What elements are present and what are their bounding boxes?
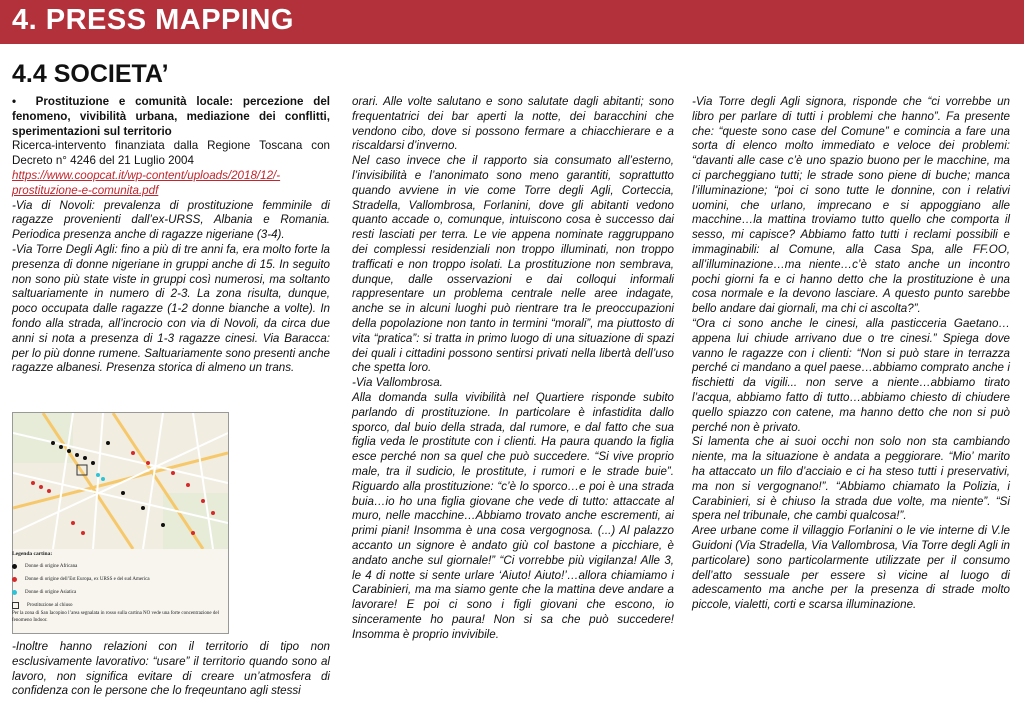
red-dot-icon <box>12 577 17 582</box>
study-title: Prostituzione e comunità locale: percezione del fenomeno, vivibilità urbana, mediazione dei conflitti, sperimentazioni sul territorio <box>12 95 330 138</box>
paragraph-esterno: Nel caso invece che il rapporto sia consumato all’esterno, l’invisibilità e l’anonimato sono meno garantiti, soprattutto quando avviene in vie come Torre degli Agli, Corteccia, Stradella, Vallombrosa, Forlanini, dove gli abitanti vedono quanto accade o, comunque, intuiscono cosa è successo dai resti lasciati per terra. Le vie appena nominate raggruppano dei complessi residenziali non troppo illuminati, non troppo trafficati e non troppo isolati. La prostituzione non sembrava, dunque, dalle osservazioni e dai colloqui informali rappresentare un problema centrale nelle aree indagate, anche se in alcuni luoghi può rientrare tra le preoccupazioni della popolazione non tanto in termini “morali”, ma piuttosto di vita “pratica”: si tratta in primo luogo di una situazione di spazi dei quali i cittadini possono sentirsi privati nella libertà dell’uso che spetta loro. <box>352 154 674 375</box>
cyan-dot-icon <box>12 590 17 595</box>
black-dot-icon <box>12 564 17 569</box>
legend-item-african <box>12 563 227 570</box>
square-icon <box>12 602 19 609</box>
legend-item-asian <box>12 589 227 596</box>
map-legend <box>12 551 227 624</box>
paragraph-cinesi: “Ora ci sono anche le cinesi, alla pasticceria Gaetano…appena lui chiude arrivano due o tre cinesi.” Spiega dove vanno le ragazze con i clienti: “Non si può stare in terrazza perché ci mandano a quel paese…abbiamo comprato anche i fischietti da vigili... non serve a niente…abbiamo tirato l’acqua, abbiamo fatto di tutto…abbiamo chiesto di chiudere quello spiazzo con catene, ma hanno detto che non si può perché non è privato. <box>692 316 1010 434</box>
legend-label: Donne di origine Africana <box>25 564 78 569</box>
paragraph-novoli: -Via di Novoli: prevalenza di prostituzione femminile di ragazze provenienti dall’ex-URSS, Albania e Romania. Periodica presenza anche di ragazze nigeriane (3-4). <box>12 198 330 242</box>
source-link[interactable]: https://www.coopcat.it/wp-content/uploads/2018/12/-prostituzione-e-comunita.pdf <box>12 168 281 197</box>
legend-label: Donne di origine dell’Est Europa, ex URSS e del sud America <box>25 577 150 582</box>
page-title: 4. PRESS MAPPING <box>12 4 294 36</box>
legend-title: Legenda cartina: <box>12 551 53 557</box>
paragraph-torre-agli-signora: -Via Torre degli Agli signora, risponde che “ci vorrebbe un libro per parlare di tutti i problemi che hanno”. Fa presente che: “queste sono case del Comune” e comincia a fare una sorta di elenco molto immediato e veloce dei problemi: “davanti alle case c’è uno spazio buono per le macchine, ma ci parcheggiano tutti; le strade sono piene di buche; manca l’illuminazione; “poi ci sono tutte le donnine, con i relativi uomini, che urlano, imprecano e si appoggiano alle macchine…la mattina troviamo tutto quello che comporta il sesso, mi capisce? Abbiamo fatto tutti i reclami possibili e immaginabili: al Comune, alla Casa Spa, alle FF.OO, all’illuminazione…ma niente…c’è stato anche un incontro pochi giorni fa e ci hanno detto che la prostituzione è una cosa normale e la devono lasciare. A questo punto sarebbe bello andare dai giornali, ma chi ci ascolta?”. <box>692 95 1010 316</box>
page-header-bar <box>0 0 1024 44</box>
paragraph-aree-urbane: Aree urbane come il villaggio Forlanini o le vie interne di V.le Guidoni (Via Stradella, Via Vallombrosa, Via Torre degli Agli in particolare) sono particolarmente utilizzate per il consumo dell’atto sessuale per essere sì vicine al luogo di adescamento ma anche per la presenza di strade molto piccole, vialetti, corti e scarsa illuminazione. <box>692 524 1010 612</box>
legend-item-indoor <box>12 602 227 609</box>
column-1-bottom <box>12 640 330 699</box>
paragraph-orari: orari. Alle volte salutano e sono salutate dagli abitanti; sono frequentatrici dei bar aperti la notte, dei baracchini che vendono cibo, dove si possono fermare a chiacchierare e a riscaldarsi d’inverno. <box>352 95 674 153</box>
street-map-image <box>13 413 228 549</box>
column-1 <box>12 95 330 376</box>
legend-label: Donne di origine Asiatica <box>25 590 77 595</box>
legend-label: Prostituzione al chiuso <box>27 603 73 608</box>
bullet-item <box>12 95 330 139</box>
legend-item-east-europe <box>12 576 227 583</box>
legend-note: Per la zona di San Iacopino l’area segnalata in rosso sulla cartina NO vede una forte concentrazione del fenomeno Indoor. <box>12 611 219 623</box>
paragraph-vallombrosa: Alla domanda sulla vivibilità nel Quartiere risponde subito parlando di prostituzione. In particolare è infastidita dallo sporco, dal buio della strada, dal rumore, e dal fatto che sua figlia veda le prostitute con i clienti. Ha paura quando la figlia esce perché non sa quel che può succedere. “Si vive proprio male, tra il sudicio, le prostitute, i rumori e le strade buie”. Riguardo alla prostituzione: “c’è lo sporco…e poi è una strada buia…io ho una figlia giovane che vede di tutto: attaccate al muro, nelle macchine…Abbiamo trovato anche escrementi, ai primi piani! Insomma è una cosa vergognosa. (...) Al palazzo accanto un signore è andato giù col bastone a picchiare, è andato anche sul giornale!” “Ci vorrebbe più vigilanza! Alle 3, le 4 di notte si sente urlare ‘Aiuto! Aiuto!’…allora chiamiamo i Carabinieri, ma ma siamo gente che la mattina deve andare a lavorare! E poi ci sono i figli giovani che escono, io sinceramente ho paura! Non si sa che può succedere! Insomma è proprio invivibile. <box>352 390 674 641</box>
column-2 <box>352 95 674 642</box>
paragraph-torre-agli: -Via Torre Degli Agli: fino a più di tre anni fa, era molto forte la presenza di donne nigeriane in gruppi anche di 15. In seguito non sono più state viste in gruppi così numerosi, ma soltanto saltuariamente in numero di 2-3. La zona risulta, dunque, poco occupata dalle ragazze (1-2 donne bianche a volte). In fondo alla strada, all’incrocio con via di Novoli, da circa due anni si nota a presenza di 1-3 ragazze cinesi. Via Baracca: per lo più donne rumene. Saltuariamente sono presenti anche ragazze albanesi. Presenza storica di almeno un trans. <box>12 242 330 375</box>
funding-text: Ricerca-intervento finanziata dalla Regione Toscana con Decreto n° 4246 del 21 Luglio 2004 <box>12 139 330 168</box>
section-title: 4.4 SOCIETA’ <box>12 60 169 88</box>
column-3 <box>692 95 1010 613</box>
bullet-icon: • <box>12 95 36 108</box>
paragraph-relations: -Inoltre hanno relazioni con il territorio di tipo non esclusivamente lavorativo: “usare” il territorio quando sono al lavoro, non significa evitare di creare un’atmosfera di confidenza con le persone che lo freqeuntano agli stessi <box>12 640 330 698</box>
paragraph-lamenta: Si lamenta che ai suoi occhi non solo non sta cambiando niente, ma la situazione è andata a peggiorare. “Mio’ marito ha attaccato un filo d’acciaio e ci ha steso tutti i preservativi, ma non si vergognano!”. “Abbiamo chiamato la Polizia, i Carabinieri, si è chiuso la strada due volte, ma niente”. “Si spera nel tribunale, che cambi qualcosa!”. <box>692 435 1010 523</box>
paragraph-vallombrosa-heading: -Via Vallombrosa. <box>352 376 443 390</box>
